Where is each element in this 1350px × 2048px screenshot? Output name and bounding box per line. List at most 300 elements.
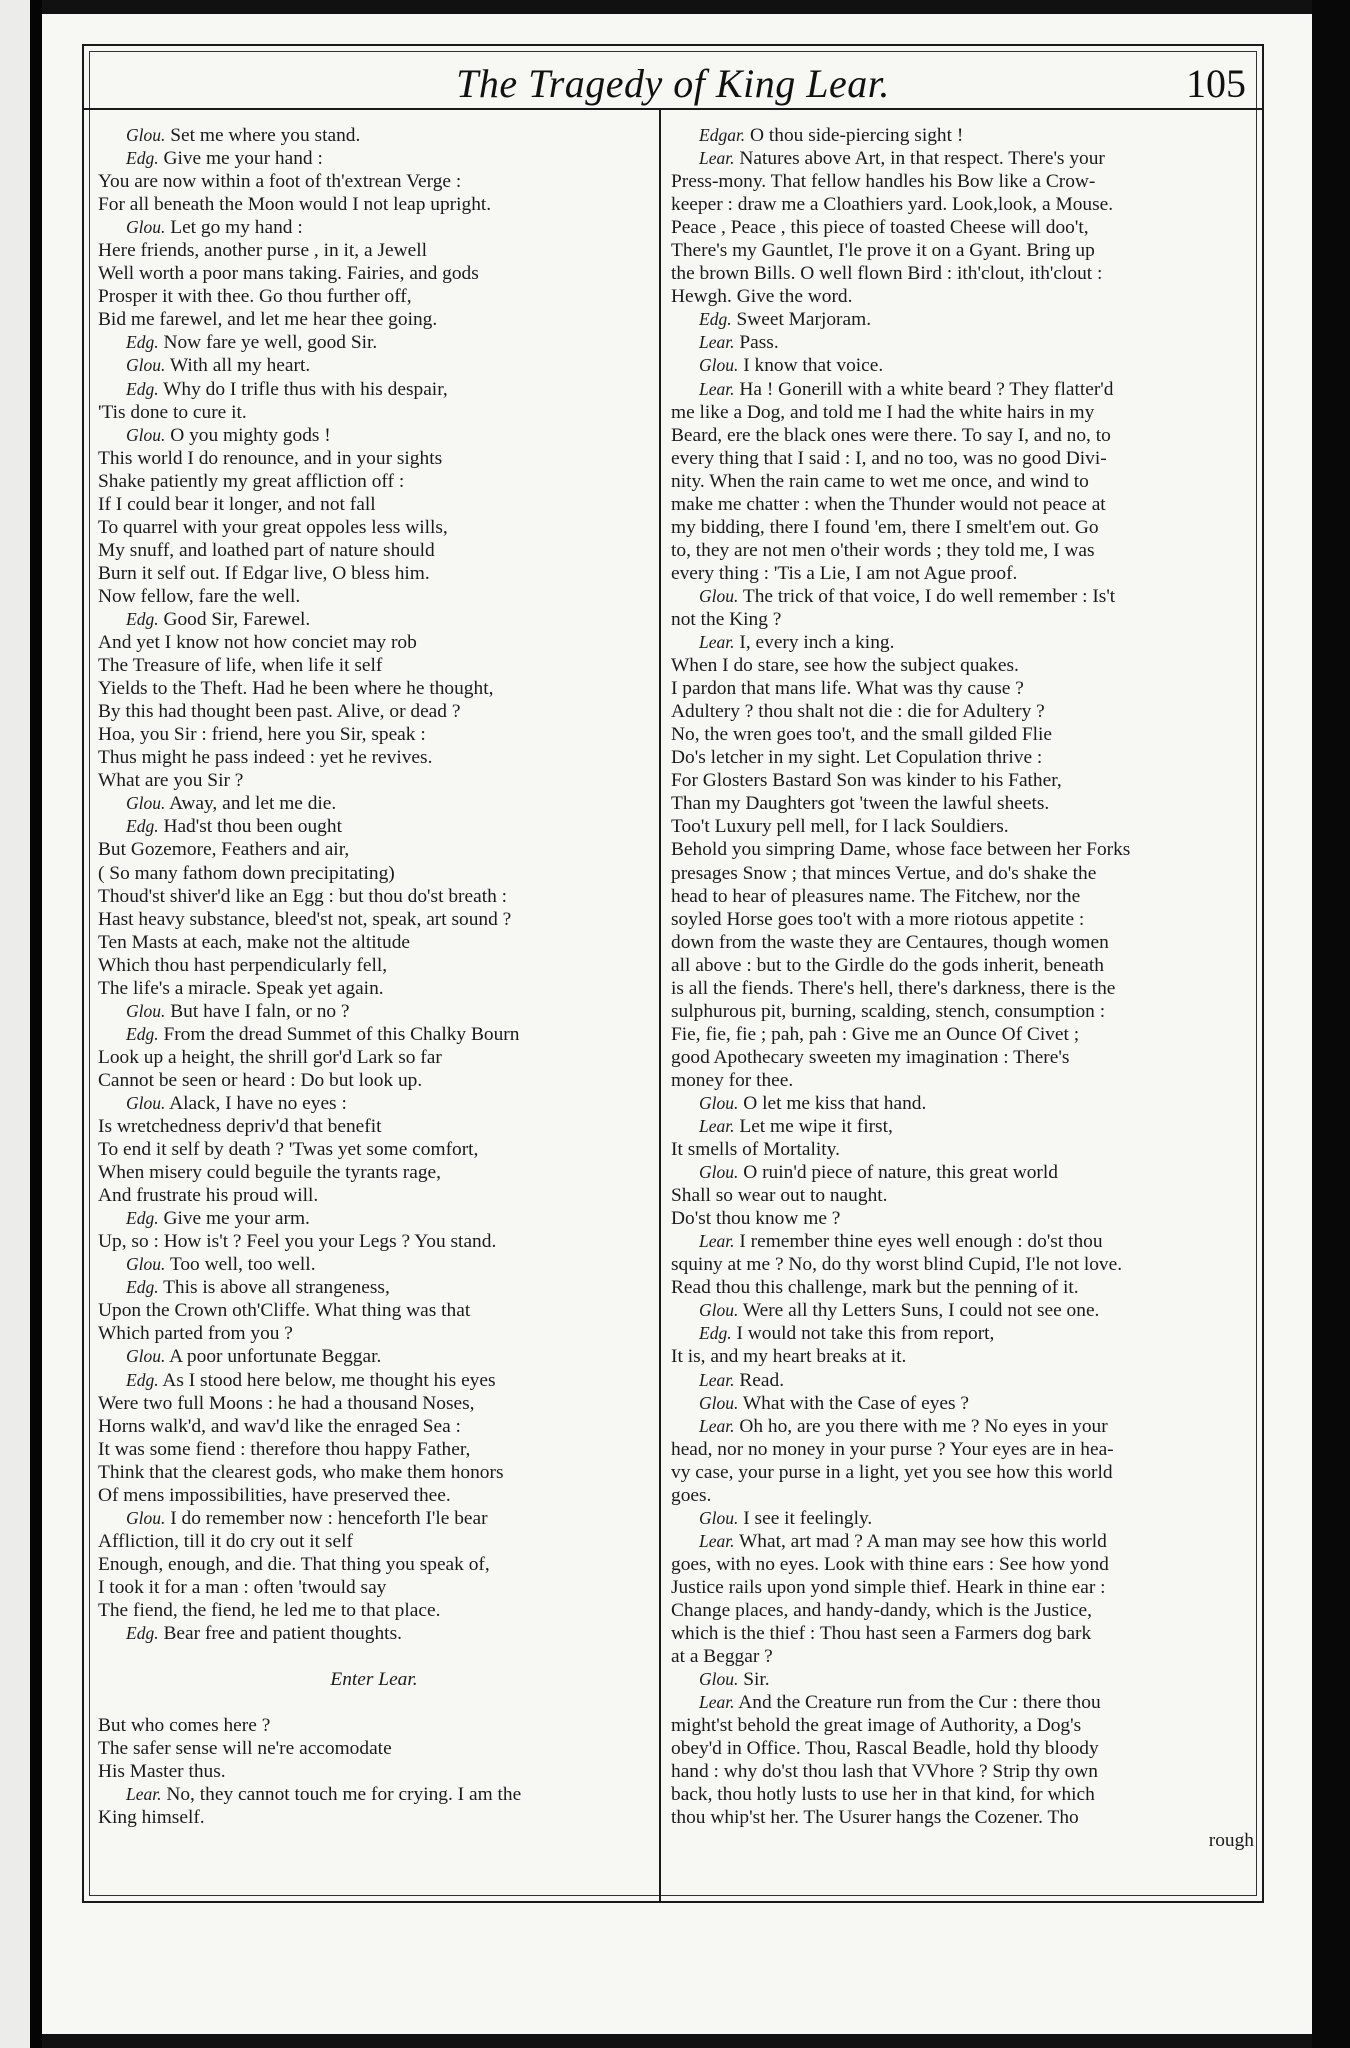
speech-text: Which thou hast perpendicularly fell, [98,954,388,976]
text-line [671,838,1254,861]
speech-text: which is the thief : Thou hast seen a Farmers dog bark [671,1623,1092,1645]
stage-direction [98,1668,650,1691]
speech-text: When misery could beguile the tyrants rage, [98,1162,441,1184]
text-line [98,354,650,377]
speech-text: When I do stare, see how the subject quakes. [671,655,1019,677]
speaker-name: Glou. [126,1254,166,1275]
speaker-name: Edgar. [699,125,746,145]
text-line [98,285,650,308]
text-line [98,1760,650,1783]
speech-text: Now fare ye well, good Sir. [163,332,378,354]
text-line [98,1000,650,1023]
text-line [98,1322,650,1345]
text-line [98,1714,650,1737]
text-line [98,1046,650,1069]
speaker-name: Glou. [126,217,166,238]
text-line [98,1345,650,1368]
text-line [98,1599,650,1622]
speech-text: What are you Sir ? [98,770,244,792]
text-line [98,1161,650,1184]
text-line [671,1783,1254,1806]
text-line [671,401,1254,424]
speech-text: To quarrel with your great oppoles less wills, [98,516,448,538]
speech-text: Well worth a poor mans taking. Fairies, and gods [98,263,479,285]
speech-text: Upon the Crown oth'Cliffe. What thing was that [98,1300,471,1322]
speech-text: make me chatter : when the Thunder would not peace at [671,493,1106,515]
text-line [98,1392,650,1415]
speech-text: It smells of Mortality. [671,1139,840,1161]
speech-text: By this had thought been past. Alive, or dead ? [98,701,461,723]
text-line [98,562,650,585]
speaker-name: Glou. [699,355,739,376]
text-line [671,1553,1254,1576]
speech-text: Hast heavy substance, bleed'st not, speak, art sound ? [98,908,512,930]
text-line [98,447,650,470]
text-line [98,608,650,631]
text-line [671,331,1254,354]
speech-text: Sweet Marjoram. [736,309,872,331]
text-line [671,862,1254,885]
speech-text: Press-mony. That fellow handles his Bow like a Crow- [671,171,1096,193]
speech-text: the brown Bills. O well flown Bird : ith'clout, ith'clout : [671,263,1103,285]
text-line [671,1253,1254,1276]
speech-text: The fiend, the fiend, he led me to that place. [98,1600,441,1621]
speech-text: I would not take this from report, [736,1323,995,1345]
page-number: 105 [1186,61,1246,106]
text-line [671,1507,1254,1530]
text-line [98,931,650,954]
book-page [42,14,1312,2034]
speech-text: nity. When the rain came to wet me once, and wind to [671,470,1089,492]
text-line [671,493,1254,516]
speaker-name: Lear. [699,1116,735,1137]
speech-text: Peace , Peace , this piece of toasted Cheese will doo't, [671,217,1089,239]
text-line [671,954,1254,977]
speech-text: Let go my hand : [170,217,303,239]
speech-text: Bear free and patient thoughts. [163,1623,402,1645]
text-line [671,1092,1254,1115]
text-line [671,1207,1254,1230]
speech-text: Hewgh. Give the word. [671,286,853,308]
text-line [98,147,650,170]
blank-line [98,1645,650,1668]
speech-text: Affliction, till it do cry out it self [98,1530,353,1552]
text-line [98,493,650,516]
speech-text: Enter Lear. [330,1669,418,1691]
text-line [671,1184,1254,1207]
speaker-name: Edg. [126,378,159,399]
text-line [671,1737,1254,1760]
speech-text: And frustrate his proud will. [98,1185,319,1207]
speech-text: Ha ! Gonerill with a white beard ? They flatter'd [739,378,1114,400]
speech-text: I know that voice. [743,355,884,377]
text-line [671,1299,1254,1322]
speech-text: No, the wren goes too't, and the small gilded Flie [671,724,1053,746]
text-line [671,239,1254,262]
text-line [98,862,650,885]
speech-text: There's my Gauntlet, I'le prove it on a Gyant. Bring up [671,240,1095,262]
running-head-title: The Tragedy of King Lear. [456,61,890,106]
speech-text: Away, and let me die. [169,793,337,815]
speaker-name: Glou. [699,1162,739,1183]
text-line [98,401,650,424]
speech-text: squiny at me ? No, do thy worst blind Cupid, I'le not love. [671,1254,1123,1276]
text-line [671,723,1254,746]
speech-text: O let me kiss that hand. [743,1092,927,1114]
speech-text: To end it self by death ? 'Twas yet some comfort, [98,1139,479,1161]
speech-text: Pass. [739,332,779,354]
speech-text: I, every inch a king. [739,632,895,654]
text-line [671,1576,1254,1599]
header-rule [84,108,1262,110]
blank-line [98,1691,650,1714]
text-line [671,1806,1254,1829]
text-line [98,539,650,562]
speech-text: With all my heart. [169,355,311,377]
speech-text: Beard, ere the black ones were there. To say I, and no, to [671,424,1111,446]
text-line [98,516,650,539]
text-line [671,470,1254,493]
text-line [671,1023,1254,1046]
speaker-name: Edg. [699,1323,732,1344]
speech-text: all above : but to the Girdle do the gods inherit, beneath [671,954,1104,976]
text-line [98,170,650,193]
text-line [98,1622,650,1645]
text-line [671,792,1254,815]
text-line [671,1345,1254,1368]
text-line [98,1438,650,1461]
text-line [671,539,1254,562]
speaker-name: Lear. [699,1415,735,1436]
text-line [671,608,1254,631]
text-line [98,262,650,285]
speaker-name: Edg. [126,1369,159,1390]
text-line [98,1253,650,1276]
speech-text: head, nor no money in your purse ? Your eyes are in hea- [671,1438,1114,1460]
speech-text: Sir. [743,1669,770,1691]
speech-text: Were all thy Letters Suns, I could not see one. [742,1300,1100,1322]
speech-text: Behold you simpring Dame, whose face between her Forks [671,839,1131,861]
text-line [98,1484,650,1507]
speech-text: I pardon that mans life. What was thy cause ? [671,678,1024,700]
speech-text: This is above all strangeness, [163,1277,390,1299]
speech-text: Bid me farewel, and let me hear thee going. [98,309,438,331]
speech-text: goes. [671,1484,712,1506]
speech-text: Think that the clearest gods, who make them honors [98,1461,504,1483]
text-line [98,308,650,331]
speech-text: Of mens impossibilities, have preserved thee. [98,1484,451,1506]
speaker-name: Lear. [126,1784,162,1805]
text-line [671,516,1254,539]
speech-text: Here friends, another purse , in it, a Jewell [98,240,427,262]
speech-text: is all the fiends. There's hell, there's darkness, there is the [671,977,1116,999]
speaker-name: Edg. [126,608,159,629]
text-line [98,331,650,354]
text-line [671,815,1254,838]
speech-text: Shake patiently my great affliction off : [98,470,405,492]
speech-text: might'st behold the great image of Authority, a Dog's [671,1715,1082,1737]
right-text-column [671,124,1254,1853]
speaker-name: Lear. [699,1692,735,1713]
text-line [98,723,650,746]
scan-border [1312,0,1350,2048]
text-line [98,769,650,792]
speech-text: A poor unfortunate Beggar. [169,1346,382,1368]
speaker-name: Lear. [699,332,735,353]
speech-text: Burn it self out. If Edgar live, O bless him. [98,562,430,584]
speech-text: rough [1208,1830,1254,1852]
text-line [671,216,1254,239]
speech-text: Up, so : How is't ? Feel you your Legs ? You stand. [98,1231,497,1253]
speaker-name: Edg. [126,1277,159,1298]
speech-text: For Glosters Bastard Son was kinder to his Father, [671,770,1062,792]
text-line [98,1069,650,1092]
speaker-name: Edg. [126,148,159,169]
text-line [671,1461,1254,1484]
speech-text: Read. [739,1369,785,1391]
text-line [671,1161,1254,1184]
speech-text: Set me where you stand. [170,125,361,146]
speech-text: to, they are not men o'their words ; they told me, I was [671,539,1095,561]
text-line [98,424,650,447]
speech-text: Do's letcher in my sight. Let Copulation thrive : [671,747,1043,769]
text-line [98,792,650,815]
speaker-name: Glou. [126,1507,166,1528]
text-line [671,654,1254,677]
text-line [98,470,650,493]
speech-text: every thing : 'Tis a Lie, I am not Ague proof. [671,562,1018,584]
text-line [671,1714,1254,1737]
speech-text: good Apothecary sweeten my imagination : There's [671,1046,1070,1068]
text-line [98,1461,650,1484]
text-line [98,1023,650,1046]
speech-text: I remember thine eyes well enough : do'st thou [739,1231,1103,1253]
text-line [671,447,1254,470]
text-line [98,1737,650,1760]
speech-text: And the Creature run from the Cur : there thou [738,1692,1101,1714]
text-line [98,885,650,908]
text-line [671,378,1254,401]
speaker-name: Glou. [699,1669,739,1690]
speaker-name: Glou. [126,1000,166,1021]
speech-text: This world I do renounce, and in your sights [98,447,443,469]
speech-text: O ruin'd piece of nature, this great world [743,1162,1058,1184]
text-line [671,170,1254,193]
speech-text: my bidding, there I found 'em, there I smelt'em out. Go [671,516,1099,538]
text-line [98,1415,650,1438]
text-line [671,1069,1254,1092]
text-line [671,308,1254,331]
speaker-name: Glou. [126,125,166,145]
speaker-name: Lear. [699,1231,735,1252]
page-frame [82,44,1264,1903]
speaker-name: Lear. [699,1369,735,1390]
text-line [671,1046,1254,1069]
text-line [98,1299,650,1322]
speech-text: Too well, too well. [169,1254,316,1276]
text-line [671,147,1254,170]
speech-text: Thus might he pass indeed : yet he revives. [98,747,433,769]
text-line [671,677,1254,700]
text-line [671,977,1254,1000]
speech-text: Now fellow, fare the well. [98,585,301,607]
speech-text: Shall so wear out to naught. [671,1185,888,1207]
speaker-name: Edg. [126,816,159,837]
speech-text: Were two full Moons : he had a thousand Noses, [98,1392,475,1414]
speech-text: Too't Luxury pell mell, for I lack Souldiers. [671,816,1009,838]
speech-text: obey'd in Office. Thou, Rascal Beadle, hold thy bloody [671,1738,1099,1760]
text-line [671,1392,1254,1415]
text-line [671,931,1254,954]
text-line [98,216,650,239]
speech-text: soyled Horse goes too't with a more riotous appetite : [671,908,1085,930]
text-line [98,746,650,769]
text-line [98,838,650,861]
text-line [98,1553,650,1576]
speech-text: Hoa, you Sir : friend, here you Sir, speak : [98,724,426,746]
text-line [98,1507,650,1530]
text-line [671,585,1254,608]
speech-text: The safer sense will ne're accomodate [98,1738,392,1760]
speaker-name: Glou. [699,1092,739,1113]
speech-text: 'Tis done to cure it. [98,401,247,423]
speech-text: Had'st thou been ought [163,816,342,838]
text-line [98,908,650,931]
text-line [98,1276,650,1299]
speech-text: keeper : draw me a Cloathiers yard. Look,look, a Mouse. [671,194,1114,216]
speech-text: I do remember now : henceforth I'le bear [170,1507,488,1529]
text-line [98,239,650,262]
text-line [98,1138,650,1161]
text-line [671,1691,1254,1714]
speech-text: Prosper it with thee. Go thou further off, [98,286,412,308]
speech-text: Look up a height, the shrill gor'd Lark so far [98,1046,442,1068]
speech-text: Adultery ? thou shalt not die : die for Adultery ? [671,701,1045,723]
text-line [98,1806,650,1829]
text-line [98,378,650,401]
text-line [671,769,1254,792]
speech-text: What with the Case of eyes ? [742,1392,970,1414]
speech-text: every thing that I said : I, and no too, was no good Divi- [671,447,1107,469]
speech-text: O thou side-piercing sight ! [750,125,964,146]
text-line [671,1438,1254,1461]
text-line [671,1645,1254,1668]
speech-text: down from the waste they are Centaures, though women [671,931,1109,953]
speech-text: sulphurous pit, burning, scalding, stench, consumption : [671,1000,1106,1022]
text-line [671,1000,1254,1023]
text-line [98,1207,650,1230]
speech-text: If I could bear it longer, and not fall [98,493,376,515]
speaker-name: Glou. [699,1392,739,1413]
text-line [98,954,650,977]
speaker-name: Edg. [126,1208,159,1229]
speech-text: Alack, I have no eyes : [169,1092,347,1114]
speech-text: Good Sir, Farewel. [163,608,311,630]
speech-text: not the King ? [671,608,782,630]
speaker-name: Lear. [699,632,735,653]
speech-text: Ten Masts at each, make not the altitude [98,931,411,953]
speech-text: hand : why do'st thou lash that VVhore ? Strip thy own [671,1761,1099,1783]
speech-text: Cannot be seen or heard : Do but look up. [98,1069,423,1091]
text-line [98,815,650,838]
speech-text: Which parted from you ? [98,1323,293,1345]
column-divider [659,110,661,1901]
speaker-name: Glou. [699,1507,739,1528]
text-line [671,354,1254,377]
text-line [671,1622,1254,1645]
speech-text: me like a Dog, and told me I had the white hairs in my [671,401,1095,423]
speech-text: Than my Daughters got 'tween the lawful sheets. [671,793,1050,815]
speaker-name: Edg. [699,309,732,330]
speech-text: The trick of that voice, I do well remember : Is't [742,585,1116,607]
text-line [671,1760,1254,1783]
speech-text: Horns walk'd, and wav'd like the enraged Sea : [98,1415,461,1437]
text-line [671,1530,1254,1553]
speech-text: Oh ho, are you there with me ? No eyes in your [739,1415,1108,1437]
text-line [98,631,650,654]
speaker-name: Glou. [699,585,739,606]
speech-text: Is wretchedness depriv'd that benefit [98,1116,382,1138]
text-line [671,124,1254,147]
speech-text: Read thou this challenge, mark but the penning of it. [671,1277,1079,1299]
speech-text: vy case, your purse in a light, yet you see how this world [671,1461,1113,1483]
speech-text: My snuff, and loathed part of nature should [98,539,435,561]
text-line [98,1115,650,1138]
speech-text: Do'st thou know me ? [671,1208,841,1230]
speech-text: As I stood here below, me thought his eyes [162,1369,496,1391]
text-line [671,885,1254,908]
text-line [98,1184,650,1207]
text-line [98,585,650,608]
speech-text: Enough, enough, and die. That thing you speak of, [98,1553,490,1575]
speech-text: From the dread Summet of this Chalky Bourn [163,1023,520,1045]
speaker-name: Edg. [126,1623,159,1644]
text-line [671,1599,1254,1622]
speech-text: Give me your arm. [163,1208,310,1230]
text-line [671,746,1254,769]
speech-text: But Gozemore, Feathers and air, [98,839,350,861]
text-line [98,1783,650,1806]
text-line [98,1369,650,1392]
speech-text: goes, with no eyes. Look with thine ears : See how yond [671,1553,1109,1575]
speech-text: Yields to the Theft. Had he been where he thought, [98,678,494,700]
text-line [671,285,1254,308]
speech-text: ( So many fathom down precipitating) [98,862,395,884]
speech-text: thou whip'st her. The Usurer hangs the Cozener. Tho [671,1807,1079,1829]
speech-text: But have I faln, or no ? [170,1000,350,1022]
text-line [671,1115,1254,1138]
speech-text: It is, and my heart breaks at it. [671,1346,907,1368]
text-line [98,193,650,216]
speech-text: O you mighty gods ! [170,424,331,446]
speech-text: You are now within a foot of th'extrean Verge : [98,171,462,193]
speech-text: I took it for a man : often 'twould say [98,1576,387,1598]
speaker-name: Glou. [126,1346,166,1367]
speech-text: But who comes here ? [98,1715,271,1737]
speech-text: Justice rails upon yond simple thief. Heark in thine ear : [671,1576,1106,1598]
speech-text: His Master thus. [98,1761,226,1783]
text-line [671,1322,1254,1345]
speech-text: For all beneath the Moon would I not leap upright. [98,194,492,216]
text-line [671,700,1254,723]
text-line [671,262,1254,285]
text-line [98,1576,650,1599]
speech-text: head to hear of pleasures name. The Fitchew, nor the [671,885,1081,907]
text-line [98,700,650,723]
speech-text: The life's a miracle. Speak yet again. [98,977,384,999]
speech-text: I see it feelingly. [743,1507,873,1529]
speaker-name: Glou. [699,1300,739,1321]
